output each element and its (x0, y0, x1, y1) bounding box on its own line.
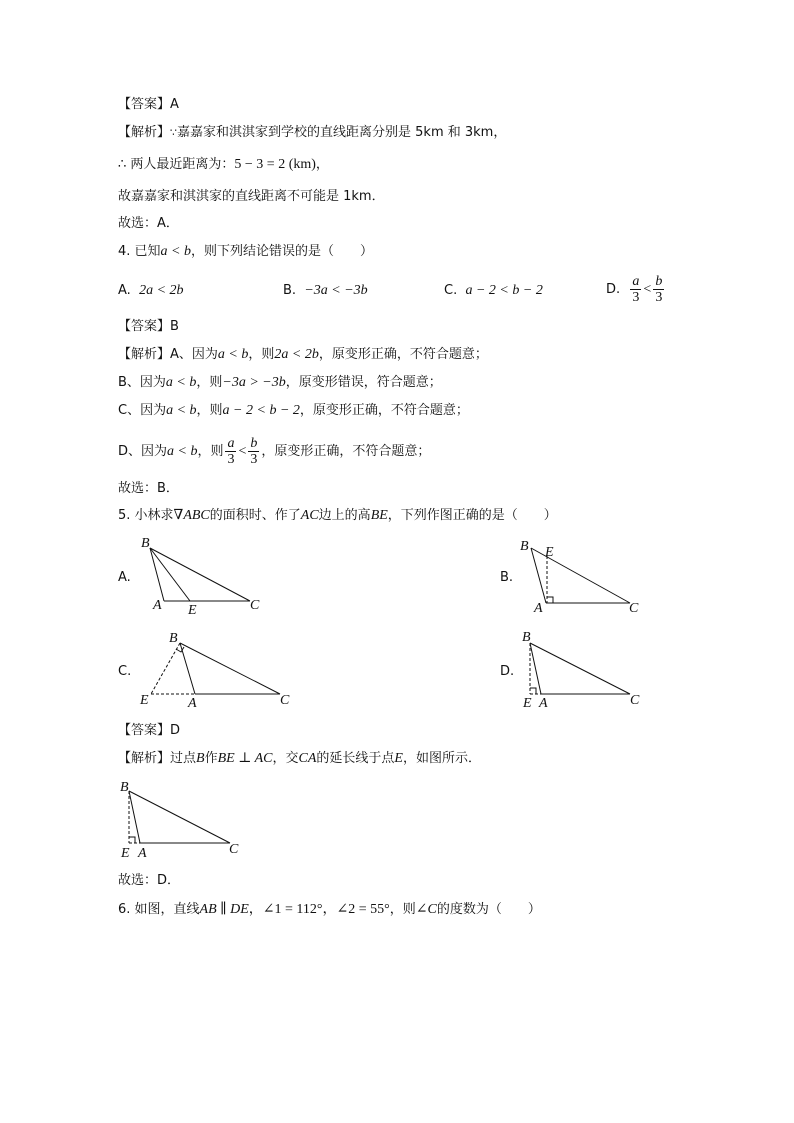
q4-option-b (283, 282, 368, 300)
q4-analysis-d: D、因为a < b，则 $\frac{a}{3}$ < $\frac{b}{3}$ ，原变形正确，不符合题意； (118, 436, 431, 467)
analysis-text: ， (315, 157, 329, 172)
math-expression: AC (300, 508, 319, 523)
label-e: E (140, 693, 149, 708)
label-c: C (250, 598, 260, 613)
q4-stem (118, 243, 373, 261)
math-expression: −3a > −3b (222, 375, 286, 390)
q5-answer: 【答案】D (118, 723, 181, 738)
option-label: A. (118, 283, 131, 298)
q3-analysis-line2 (118, 156, 329, 174)
q5-analysis: 【解析】过点B作BE ⊥ AC，交CA的延长线于点E，如图所示． (118, 751, 481, 766)
math-expression: 5 − 3 = 2 (km) (234, 157, 316, 172)
option-label: D. (606, 282, 621, 297)
q5-option-a-label: A. (118, 570, 131, 585)
q5-option-c-label: C. (118, 664, 132, 679)
q4-option-a (118, 282, 184, 300)
math-expression: a − 2 < b − 2 (222, 403, 300, 418)
label-b: B (169, 631, 178, 646)
q3-answer: 【答案】A (118, 97, 179, 112)
analysis-text: 嘉嘉家和淇淇家到学校的直线距离分别是 5km 和 3km， (177, 125, 507, 140)
label-a: A (153, 598, 162, 613)
math-expression: ∇ABC (173, 508, 210, 523)
label-a: A (138, 846, 147, 861)
q5-stem: 5. 小林求∇ABC的面积时、作了AC边上的高BE，下列作图正确的是（ ） (118, 508, 557, 523)
fraction: $\frac{a}{3}$ (632, 274, 640, 305)
label-a: A (534, 601, 543, 616)
fraction: $\frac{b}{3}$ (250, 436, 258, 467)
q4-analysis-b: B、因为a < b，则−3a > −3b，原变形错误，符合题意； (118, 375, 442, 390)
label-a: A (188, 696, 197, 711)
q4-choose: 故选：B． (118, 481, 179, 496)
q3-analysis-line1 (118, 124, 506, 142)
math-expression: −3a < −3b (304, 283, 368, 298)
triangle-abc (150, 548, 250, 601)
label-a: A (539, 696, 548, 711)
label-b: B (522, 630, 531, 645)
math-expression: a < b (217, 347, 249, 362)
q4-option-c (444, 282, 543, 300)
math-expression: BE ⊥ AC (217, 751, 273, 766)
q5-option-b-label: B. (500, 570, 514, 585)
math-operator: < (643, 282, 652, 297)
label-c: C (630, 693, 640, 708)
math-expression: a < b (167, 444, 198, 459)
math-expression: ，∠1 = 112° (248, 902, 323, 917)
math-expression: BE (370, 508, 388, 523)
q3-choose: 故选：A． (118, 216, 179, 231)
label-e: E (545, 545, 554, 560)
q5-option-d-label: D. (500, 664, 515, 679)
q4-analysis-a: 【解析】A、因为a < b，则2a < 2b，原变形正确，不符合题意； (118, 347, 488, 362)
math-expression: a − 2 < b − 2 (465, 283, 543, 298)
analysis-text: ∴ 两人最近距离为： (118, 157, 235, 172)
label-b: B (520, 539, 529, 554)
because-icon: ∵ (170, 126, 178, 139)
q6-stem: 6. 如图，直线AB ∥ DE，∠1 = 112°，∠2 = 55°，则∠C的度数为（ ） (118, 902, 541, 917)
label-e: E (523, 696, 532, 711)
fraction: $\frac{a}{3}$ (227, 436, 235, 467)
label-c: C (280, 693, 290, 708)
option-label: B. (283, 283, 297, 298)
label-b: B (141, 536, 150, 551)
q4-option-d (606, 270, 666, 310)
label-c: C (629, 601, 639, 616)
q5-choose: 故选：D． (118, 873, 181, 888)
q4-analysis-c: C、因为a < b，则a − 2 < b − 2，原变形正确，不符合题意； (118, 403, 469, 418)
label-c: C (229, 842, 239, 857)
label-e: E (121, 846, 130, 861)
math-expression: ，∠2 = 55° (322, 902, 390, 917)
stem-text: 4. 已知 (118, 244, 161, 259)
math-expression: AB ∥ DE (199, 902, 249, 917)
math-expression: a < b (160, 244, 191, 259)
label-b: B (120, 780, 129, 795)
q3-analysis-line3: 故嘉嘉家和淇淇家的直线距离不可能是 1km． (118, 189, 385, 204)
option-label: C. (444, 283, 458, 298)
math-expression: a < b (166, 403, 197, 418)
fraction: $\frac{b}{3}$ (655, 274, 663, 305)
math-expression: 2a < 2b (139, 283, 184, 298)
math-expression: a < b (165, 375, 197, 390)
q4-answer: 【答案】B (118, 319, 179, 334)
math-expression: 2a < 2b (274, 347, 319, 362)
analysis-label: 【解析】 (118, 125, 171, 140)
label-e: E (188, 603, 197, 618)
stem-text: ，则下列结论错误的是（ ） (191, 244, 374, 259)
